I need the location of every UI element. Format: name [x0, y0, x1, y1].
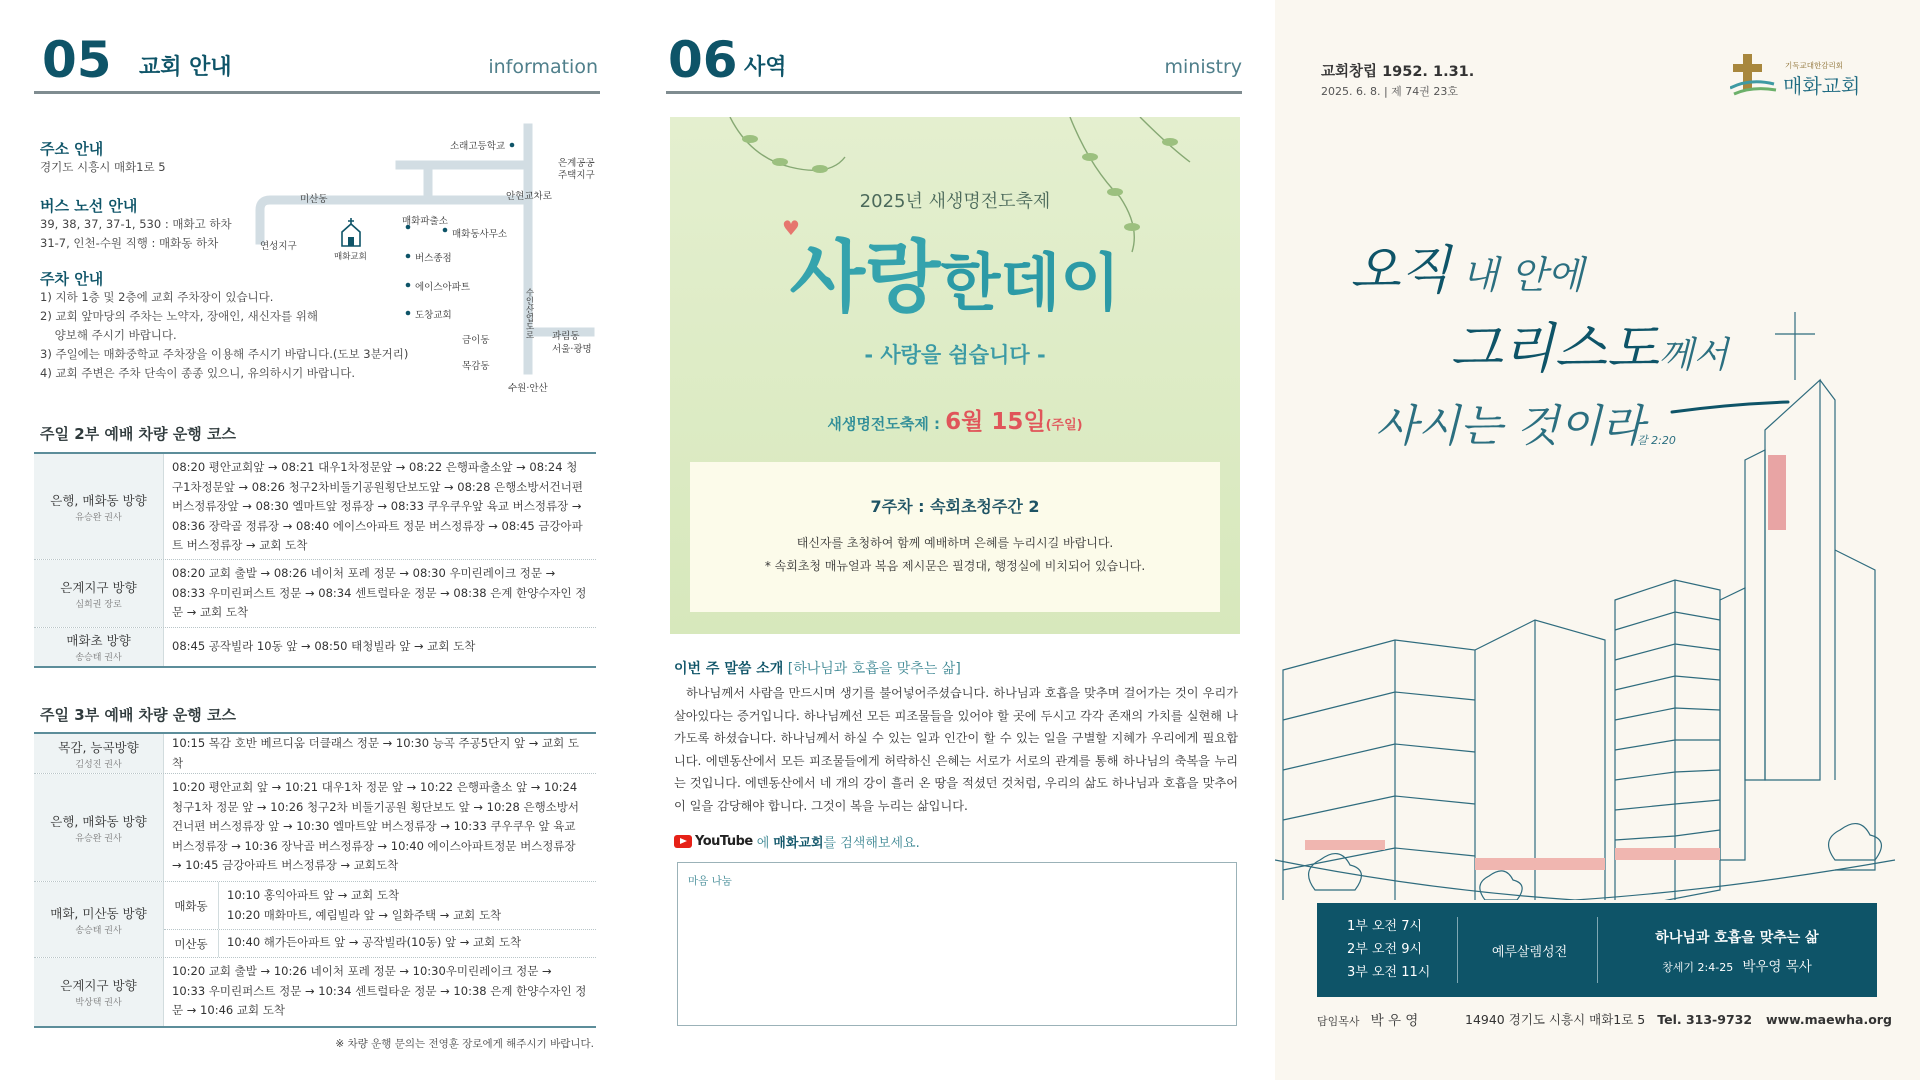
- worship-info-box: [1317, 903, 1877, 997]
- church-logo-icon: [1730, 52, 1778, 98]
- event-poster: [670, 117, 1240, 634]
- youtube-line: YouTube 에 매화교회 를 검색해보세요.: [674, 832, 920, 851]
- section-header: [34, 30, 600, 94]
- route-category: 목감, 능곡방향 김성진 권사: [34, 734, 164, 773]
- route-text: 08:20 평안교회앞 → 08:21 대우1차정문앞 → 08:22 은행파출소앞 → 08:24 청구1차정문앞 → 08:26 청구2차비둘기공원횡단보도앞 → 08:28 은행소방서건너편 버스정류장앞 → 08:30 엘마트앞 정류장 → 08:33 쿠우쿠우앞 육교 버스정류장 → 08:36 장락골 정류장 → 08:40 에이스아파트 정문 버스정류장 → 08:45 금강아파트 버스정류장 → 교회 도착: [172, 460, 583, 552]
- route-text: 08:20 교회 출발 → 08:26 네이처 포레 정문 → 08:30 우미린레이크 정문 → 08:33 우미린퍼스트 정문 → 08:34 센트럴타운 정문 → 08:38 은계 한양수자인 정문 → 교회 도착: [172, 566, 587, 619]
- page-ministry: [640, 0, 1280, 1080]
- map-label: 미산동: [300, 194, 328, 205]
- service-time: 3부 오전 11시: [1347, 965, 1431, 980]
- founded-date: 교회창립 1952. 1.31.: [1321, 64, 1475, 80]
- week-title: 7주차 : 속회초청주간 2: [870, 497, 1040, 516]
- table-row: [34, 454, 596, 560]
- map-label: 금이동: [462, 335, 490, 346]
- table-row: [34, 882, 596, 958]
- church-icon: [338, 218, 364, 248]
- route-text: 10:15 목감 호반 베르디움 더클래스 정문 → 10:30 능곡 주공5단지 앞 → 교회 도착: [172, 736, 580, 770]
- route-category: 은행, 매화동 방향 유승완 권사: [34, 454, 164, 559]
- verse-line-3: 사시는 것이라: [1375, 401, 1645, 452]
- page-cover: [1275, 0, 1920, 1080]
- address-text: 경기도 시흥시 매화1로 5: [40, 160, 166, 174]
- section-header: [666, 30, 1242, 94]
- section-number: 05: [42, 31, 112, 89]
- issue-info: 2025. 6. 8. | 제 74권 23호: [1321, 85, 1459, 98]
- route-category: 매화, 미산동 방향 송승태 권사: [34, 882, 164, 957]
- poster-line: 태신자를 초청하여 함께 예배하며 은혜를 누리시길 바랍니다.: [796, 536, 1114, 550]
- poster-line: * 속회초청 매뉴얼과 복음 제시문은 필경대, 행정실에 비치되어 있습니다.: [764, 559, 1146, 573]
- verse-reference: 갈 2:20: [1637, 434, 1676, 447]
- youtube-icon: [674, 835, 692, 848]
- map-label: 목감동: [462, 361, 490, 372]
- contact-info: 14940 경기도 시흥시 매화1로 5 Tel. 313-9732 www.maewha.org: [1465, 1012, 1892, 1027]
- service-time: 1부 오전 7시: [1347, 919, 1423, 934]
- poster-tagline: - 사랑을 쉼습니다 -: [864, 343, 1046, 367]
- parking-line: 4) 교회 주변은 주차 단속이 종종 있으니, 유의하시기 바랍니다.: [40, 366, 355, 380]
- route-category: 은행, 매화동 방향 유승완 권사: [34, 774, 164, 881]
- map-label: 연성지구: [260, 241, 297, 252]
- map-label: 매화파출소: [402, 216, 448, 227]
- table-3-heading: 주일 3부 예배 차량 운행 코스: [40, 706, 236, 724]
- route-category: 매화초 방향 송승태 권사: [34, 628, 164, 666]
- sermon-heading: 이번 주 말씀 소개 [하나님과 호흡을 맞추는 삶]: [674, 661, 961, 677]
- parking-line: 2) 교회 앞마당의 주차는 노약자, 장애인, 새신자를 위해: [40, 309, 318, 323]
- route-category: 은계지구 방향 박상택 권사: [34, 958, 164, 1026]
- verse-line-2: 그리스도께서: [1450, 317, 1729, 380]
- parking-line: 양보해 주시기 바랍니다.: [40, 328, 177, 342]
- map-label: 매화동사무소: [452, 229, 508, 240]
- page-church-info: [0, 0, 640, 1080]
- table-row: [34, 774, 596, 882]
- parking-heading: 주차 안내: [40, 270, 104, 288]
- parking-line: 3) 주일에는 매화중학교 주차장을 이용해 주시기 바랍니다.(도보 3분거리): [40, 347, 409, 361]
- shuttle-table-3: [34, 732, 596, 1028]
- logo-denomination: 기독교대한감리회: [1785, 61, 1843, 70]
- map-label: 도창교회: [415, 310, 452, 321]
- sermon-title: 하나님과 호흡을 맞추는 삶: [1655, 930, 1819, 946]
- location-map: [250, 120, 610, 400]
- map-label: 과림동 서울·광명: [552, 331, 592, 355]
- note-box[interactable]: [677, 862, 1237, 1026]
- table-row: [34, 628, 596, 666]
- table-row: [34, 734, 596, 774]
- sub-row: [164, 882, 596, 930]
- address-heading: 주소 안내: [40, 140, 104, 158]
- sermon-scripture: 창세기 2:4-25 박우영 목사: [1662, 959, 1812, 975]
- route-text: 08:45 공작빌라 10동 앞 → 08:50 태청빌라 앞 → 교회 도착: [172, 639, 476, 654]
- map-label: 소래고등학교: [450, 141, 506, 152]
- section-number: 06: [668, 31, 738, 89]
- map-label: 버스종점: [415, 253, 452, 264]
- sub-row: [164, 930, 596, 957]
- bus-line: 39, 38, 37, 37-1, 530 : 매화고 하차: [40, 217, 232, 231]
- footnote: ※ 차량 운행 문의는 전영훈 장로에게 해주시기 바랍니다.: [335, 1038, 594, 1050]
- parking-line: 1) 지하 1층 및 2층에 교회 주차장이 있습니다.: [40, 290, 274, 304]
- poster-year-title: 2025년 새생명전도축제: [859, 191, 1051, 212]
- route-category: 은계지구 방향 심희권 장로: [34, 560, 164, 627]
- section-title-en: ministry: [1164, 56, 1242, 78]
- church-building-illustration: [1275, 300, 1920, 900]
- bus-line: 31-7, 인천-수원 직행 : 매화동 하차: [40, 236, 219, 250]
- section-title: 사역: [744, 55, 787, 80]
- section-title-en: information: [488, 56, 598, 78]
- divider: [1597, 917, 1598, 983]
- sub-category: 매화동: [164, 882, 219, 929]
- map-label: 수원·안산: [508, 383, 548, 394]
- table-row: [34, 560, 596, 628]
- divider: [1457, 917, 1458, 983]
- poster-date: 새생명전도축제 : 6월 15일(주일): [827, 409, 1083, 435]
- section-title: 교회 안내: [139, 55, 232, 80]
- route-text: 10:20 평안교회 앞 → 10:21 대우1차 정문 앞 → 10:22 은행파출소 앞 → 10:24 청구1차 정문 앞 → 10:26 청구2차 비둘기공원 횡단보도 앞 → 10:28 은행소방서 건너편 버스정류장 앞 → 10:30 엘마트앞 버스정류장 → 10:33 쿠우쿠우 앞 육교 버스정류장 → 10:36 장낙골 버스정류장 → 10:40 에이스아파트정문 버스정류장 → 10:45 금강아파트 버스정류장 → 교회도착: [172, 780, 580, 872]
- service-time: 2부 오전 9시: [1347, 942, 1423, 957]
- sermon-body: 하나님께서 사람을 만드시며 생기를 불어넣어주셨습니다. 하나님과 호흡을 맞추며 걸어가는 것이 우리가 살아있다는 증거입니다. 하나님께선 모든 피조물들을 있어야 할 곳에 두시고 각각 존재의 가치를 실현해 나가도록 하셨습니다. 하나님께서 하실 수 있는 일과 인간이 할 수 있는 일을 구별할 지혜가 우리에게 필요합니다. 에덴동산에서 모든 피조물들에게 허락하신 은혜는 서로가 서로의 관계를 통해 하나님의 축복을 누리는 것입니다. 에덴동산에서 네 개의 강이 흘러 온 땅을 적셨던 것처럼, 우리의 삶도 하나님과 호흡을 맞추어 이 일을 감당해야 합니다. 그것이 복을 누리는 삶입니다.: [674, 686, 1238, 813]
- heart-icon: ♥: [782, 216, 800, 240]
- map-label: 은계공공 주택지구: [558, 158, 595, 181]
- note-label: 마음 나눔: [688, 875, 732, 887]
- sub-category: 미산동: [164, 930, 219, 957]
- pastor-info: 담임목사 박 우 영: [1317, 1013, 1419, 1029]
- route-text: 10:40 해가든아파트 앞 → 공작빌라(10동) 앞 → 교회 도착: [227, 935, 522, 949]
- sub-rows: [164, 882, 596, 957]
- map-label: 매화교회: [334, 252, 367, 262]
- verse-line-1: 오직 내 안에: [1350, 241, 1584, 301]
- map-label: 수인산업도로: [524, 288, 534, 339]
- poster-info-box: [690, 462, 1220, 612]
- service-times: [1347, 915, 1430, 984]
- poster-main-title: 사랑한데이: [789, 233, 1121, 323]
- map-label: 에이스아파트: [415, 282, 471, 293]
- shuttle-table-2: [34, 452, 596, 668]
- map-label: 안현교차로: [506, 191, 552, 202]
- table-row: [34, 958, 596, 1026]
- bus-heading: 버스 노선 안내: [40, 197, 138, 215]
- table-2-heading: 주일 2부 예배 차량 운행 코스: [40, 425, 236, 443]
- route-text: 10:10 홍익아파트 앞 → 교회 도착 10:20 매화마트, 예림빌라 앞 → 일화주택 → 교회 도착: [227, 888, 502, 922]
- sanctuary-name: 예루살렘성전: [1491, 945, 1568, 960]
- route-text: 10:20 교회 출발 → 10:26 네이처 포레 정문 → 10:30우미린레이크 정문 → 10:33 우미린퍼스트 정문 → 10:34 센트럴타운 정문 → 10:38 은계 한양수자인 정문 → 10:46 교회 도착: [172, 964, 587, 1017]
- logo-church-name: 매화교회: [1783, 74, 1861, 98]
